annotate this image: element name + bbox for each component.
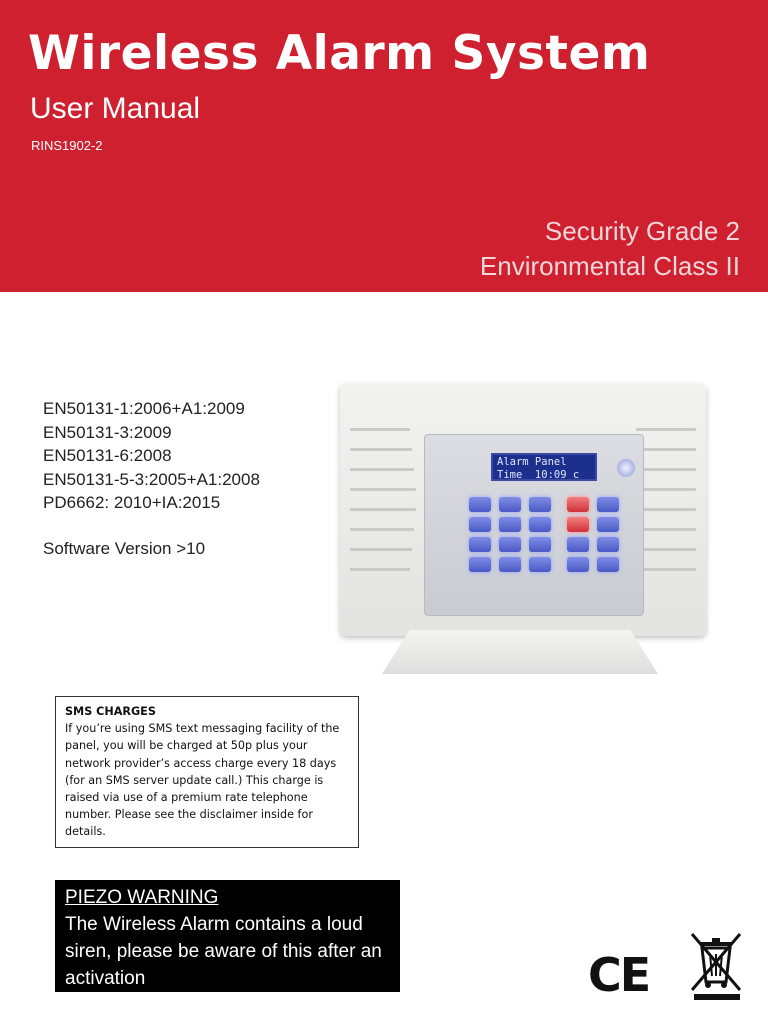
keypad-key bbox=[597, 557, 619, 572]
vent-slot bbox=[350, 548, 412, 551]
lcd-line-2: Time 10:09 c bbox=[497, 469, 580, 481]
keypad-key bbox=[499, 557, 521, 572]
standard-item: EN50131-3:2009 bbox=[43, 422, 172, 442]
vent-slot bbox=[350, 568, 410, 571]
standards-list bbox=[43, 397, 260, 515]
standard-item: EN50131-5-3:2005+A1:2008 bbox=[43, 469, 260, 489]
keypad-key bbox=[499, 537, 521, 552]
keypad-key bbox=[567, 517, 589, 532]
vent-slot bbox=[636, 568, 696, 571]
keypad-key bbox=[529, 537, 551, 552]
vent-slot bbox=[350, 488, 416, 491]
lcd-display bbox=[491, 453, 597, 481]
sms-charges-body: If you’re using SMS text messaging facility of the panel, you will be charged at 50p plus your network provider’s access charge every 18 days (for an SMS server update call.) This charge is raised via use of a premium rate telephone number. Please see the disclaimer inside for details. bbox=[65, 722, 340, 839]
keypad-key bbox=[469, 517, 491, 532]
vent-slot bbox=[350, 448, 412, 451]
software-version: Software Version >10 bbox=[43, 539, 206, 558]
ce-mark-icon: CE bbox=[588, 948, 650, 1002]
keypad-key bbox=[567, 537, 589, 552]
header-banner bbox=[0, 0, 768, 292]
page-subtitle: User Manual bbox=[30, 92, 201, 125]
keypad-key bbox=[499, 497, 521, 512]
vent-slot bbox=[350, 428, 410, 431]
device-stand bbox=[382, 630, 658, 674]
keypad-key bbox=[469, 537, 491, 552]
security-grade: Security Grade 2 bbox=[544, 216, 740, 246]
keypad-key bbox=[469, 497, 491, 512]
keypad-key bbox=[567, 497, 589, 512]
keypad-key bbox=[597, 497, 619, 512]
keypad-key bbox=[597, 517, 619, 532]
vent-slot bbox=[350, 528, 414, 531]
piezo-warning bbox=[55, 880, 400, 992]
panel-round-button bbox=[617, 459, 635, 477]
keypad-panel bbox=[424, 434, 644, 616]
standard-item: EN50131-1:2006+A1:2009 bbox=[43, 399, 245, 418]
weee-bin-icon bbox=[686, 930, 746, 1002]
sms-charges-notice bbox=[55, 696, 359, 848]
vent-slot bbox=[636, 428, 696, 431]
lcd-line-1: Alarm Panel bbox=[497, 456, 567, 468]
document-code: RINS1902-2 bbox=[31, 138, 103, 153]
keypad-key bbox=[469, 557, 491, 572]
keypad-key bbox=[529, 497, 551, 512]
alarm-panel-image bbox=[322, 380, 712, 680]
keypad-key bbox=[597, 537, 619, 552]
device-body bbox=[340, 384, 706, 636]
piezo-warning-body: The Wireless Alarm contains a loud siren, please be aware of this after an activation bbox=[65, 914, 382, 989]
vent-slot bbox=[350, 468, 414, 471]
standard-item: EN50131-6:2008 bbox=[43, 446, 172, 465]
keypad-key bbox=[529, 557, 551, 572]
piezo-warning-title: PIEZO WARNING bbox=[65, 887, 219, 908]
environmental-class: Environmental Class II bbox=[479, 251, 740, 281]
keypad-key bbox=[499, 517, 521, 532]
page-title: Wireless Alarm System bbox=[28, 26, 651, 81]
sms-charges-title: SMS CHARGES bbox=[65, 705, 156, 718]
standard-item: PD6662: 2010+IA:2015 bbox=[43, 493, 221, 512]
keypad-key bbox=[529, 517, 551, 532]
keypad-key bbox=[567, 557, 589, 572]
vent-slot bbox=[350, 508, 416, 511]
